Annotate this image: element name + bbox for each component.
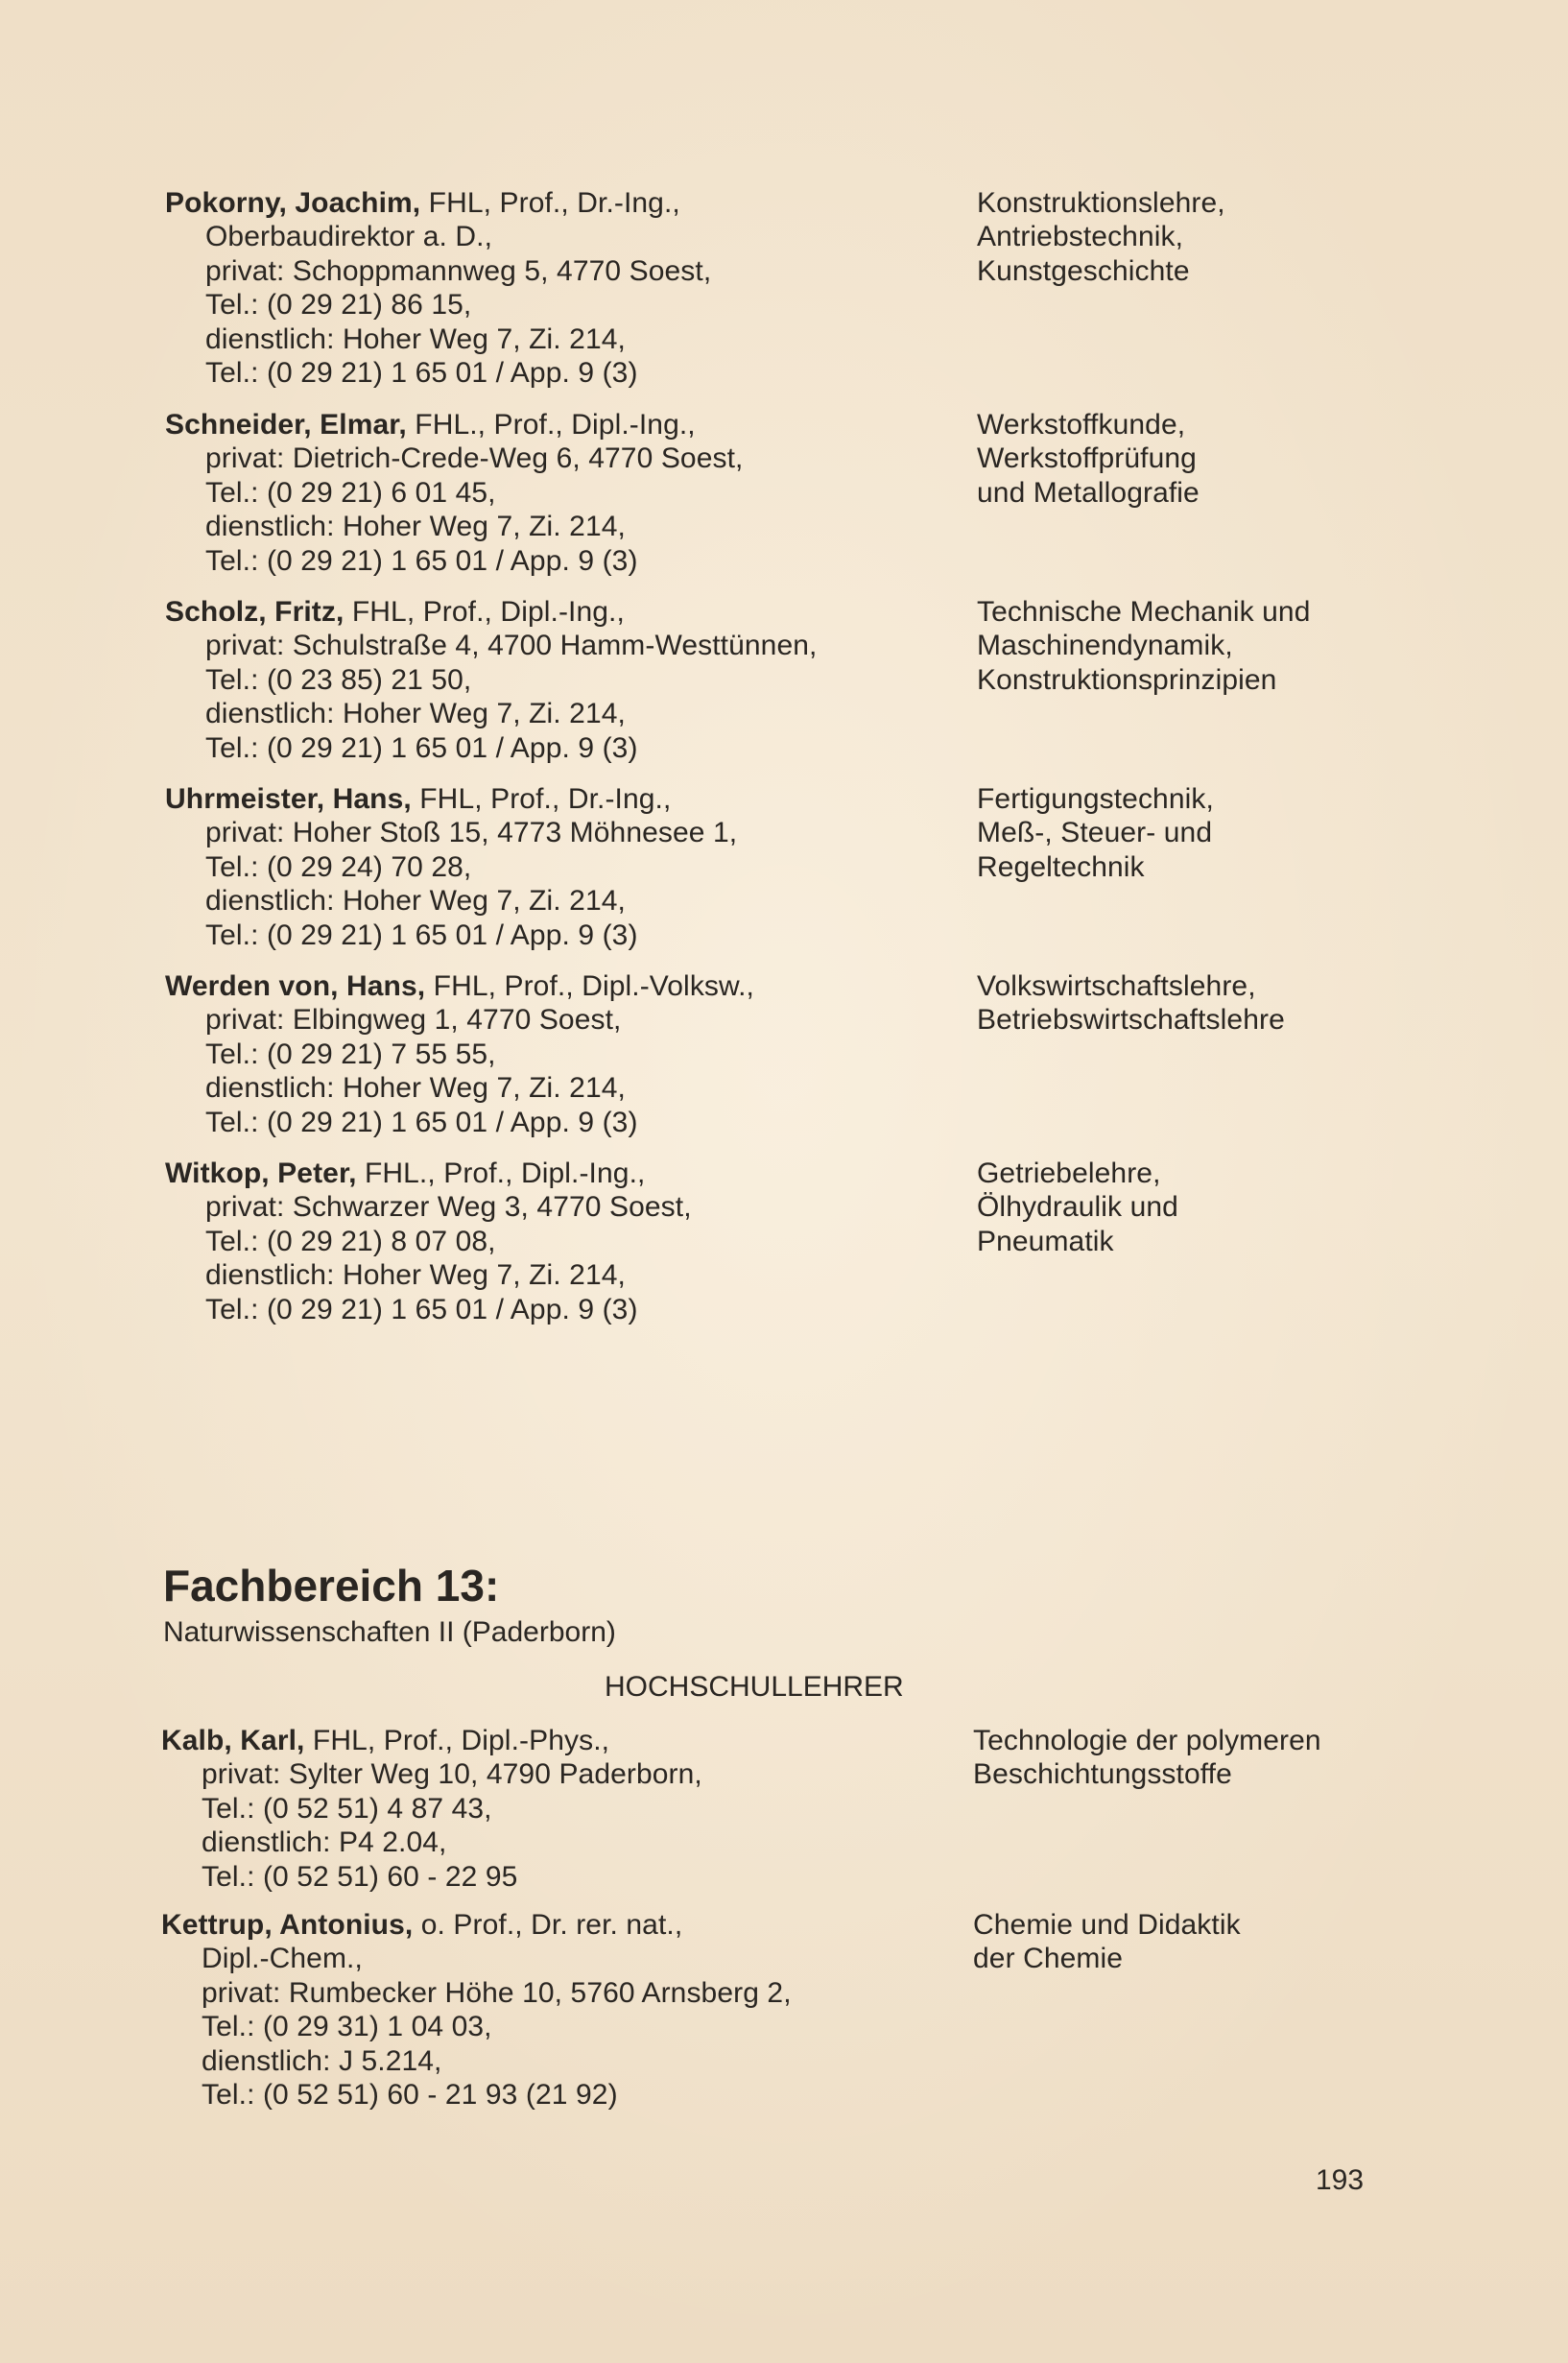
page-number: 193 [1316, 2164, 1365, 2196]
person-name: Kettrup, Antonius, [161, 1909, 414, 1941]
entry-line: dienstlich: Hoher Weg 7, Zi. 214, [205, 1259, 626, 1292]
subject-line: der Chemie [973, 1943, 1124, 1975]
entry-subjects [977, 969, 1495, 1038]
person-titles: FHL., Prof., Dipl.-Ing., [356, 1158, 646, 1189]
entry-line: Tel.: (0 29 24) 70 28, [205, 850, 472, 883]
entry-details [165, 969, 952, 1139]
person-titles: FHL., Prof., Dipl.-Ing., [406, 409, 696, 441]
entry-line: Tel.: (0 29 21) 7 55 55, [205, 1038, 496, 1070]
entry-subjects [977, 408, 1495, 510]
entry-details [165, 595, 952, 765]
subject-line: Chemie und Didaktik [973, 1909, 1241, 1941]
entry-first-line [165, 186, 952, 220]
entry-line: Tel.: (0 29 21) 1 65 01 / App. 9 (3) [205, 1106, 638, 1138]
entry-line: privat: Hoher Stoß 15, 4773 Möhnesee 1, [205, 817, 738, 849]
entry-line: dienstlich: P4 2.04, [202, 1826, 447, 1859]
entry-subjects [977, 1157, 1495, 1258]
entry-line: Tel.: (0 29 21) 86 15, [205, 289, 472, 322]
subject-line: Volkswirtschaftslehre, [977, 970, 1256, 1002]
subject-line: Konstruktionslehre, [977, 187, 1225, 219]
entry-line: dienstlich: Hoher Weg 7, Zi. 214, [205, 1072, 626, 1105]
entry-details [165, 1157, 952, 1326]
person-titles: FHL, Prof., Dipl.-Ing., [344, 596, 625, 628]
subject-line: Fertigungstechnik, [977, 783, 1214, 815]
person-name: Uhrmeister, Hans, [165, 783, 412, 815]
entry-subjects [977, 782, 1495, 884]
entry-line: dienstlich: J 5.214, [202, 2044, 442, 2077]
entry-details [161, 1908, 948, 2112]
entry-first-line [165, 1157, 952, 1190]
subject-line: Getriebelehre, [977, 1158, 1161, 1189]
person-name: Witkop, Peter, [165, 1158, 357, 1189]
person-name: Pokorny, Joachim, [165, 187, 421, 219]
person-titles: FHL, Prof., Dipl.-Volksw., [425, 970, 754, 1002]
subject-line: Kunstgeschichte [977, 254, 1190, 287]
entry-subjects [973, 1724, 1491, 1792]
entry-line: privat: Rumbecker Höhe 10, 5760 Arnsberg 2, [202, 1976, 792, 2009]
entry-line: Oberbaudirektor a. D., [205, 221, 493, 253]
entry-first-line [161, 1724, 948, 1757]
section-subtitle: Naturwissenschaften II (Paderborn) [163, 1616, 616, 1648]
subject-line: Ölhydraulik und [977, 1191, 1178, 1224]
subject-line: Antriebstechnik, [977, 221, 1184, 253]
entry-line: Tel.: (0 52 51) 4 87 43, [202, 1792, 492, 1825]
person-titles: o. Prof., Dr. rer. nat., [413, 1909, 683, 1941]
entry-details [165, 408, 952, 578]
subject-line: Werkstoffprüfung [977, 442, 1197, 475]
entry-line: Dipl.-Chem., [202, 1943, 363, 1975]
entry-line: Tel.: (0 52 51) 60 - 22 95 [202, 1860, 518, 1893]
entry-subjects [973, 1908, 1491, 1976]
person-name: Werden von, Hans, [165, 970, 426, 1002]
entry-line: Tel.: (0 29 31) 1 04 03, [202, 2011, 492, 2043]
entry-line: privat: Dietrich-Crede-Weg 6, 4770 Soest, [205, 442, 744, 475]
entry-details [165, 186, 952, 390]
entry-line: Tel.: (0 29 21) 1 65 01 / App. 9 (3) [205, 919, 638, 951]
entry-subjects [977, 595, 1495, 697]
subject-line: Technische Mechanik und [977, 596, 1311, 628]
entry-line: dienstlich: Hoher Weg 7, Zi. 214, [205, 698, 626, 730]
person-name: Kalb, Karl, [161, 1725, 305, 1756]
subject-line: Werkstoffkunde, [977, 409, 1186, 441]
person-titles: FHL, Prof., Dr.-Ing., [420, 187, 680, 219]
entry-first-line [165, 595, 952, 629]
subject-line: Pneumatik [977, 1225, 1114, 1257]
person-titles: FHL, Prof., Dr.-Ing., [411, 783, 672, 815]
subject-line: Beschichtungsstoffe [973, 1758, 1232, 1791]
person-name: Schneider, Elmar, [165, 409, 407, 441]
entry-first-line [165, 408, 952, 442]
entry-line: Tel.: (0 29 21) 1 65 01 / App. 9 (3) [205, 731, 638, 764]
subject-line: Betriebswirtschaftslehre [977, 1004, 1285, 1037]
person-name: Scholz, Fritz, [165, 596, 344, 628]
entry-line: privat: Schwarzer Weg 3, 4770 Soest, [205, 1191, 692, 1224]
entry-line: Tel.: (0 52 51) 60 - 21 93 (21 92) [202, 2079, 618, 2112]
entry-line: Tel.: (0 29 21) 6 01 45, [205, 476, 496, 509]
entry-line: privat: Elbingweg 1, 4770 Soest, [205, 1004, 622, 1037]
entry-line: Tel.: (0 29 21) 8 07 08, [205, 1225, 496, 1257]
entry-line: privat: Schoppmannweg 5, 4770 Soest, [205, 254, 712, 287]
subject-line: Maschinendynamik, [977, 630, 1233, 662]
entry-details [161, 1724, 948, 1894]
subject-line: Regeltechnik [977, 850, 1145, 883]
entry-line: Tel.: (0 29 21) 1 65 01 / App. 9 (3) [205, 544, 638, 577]
group-heading: HOCHSCHULLEHRER [605, 1671, 904, 1703]
entry-details [165, 782, 952, 952]
subject-line: Technologie der polymeren [973, 1725, 1321, 1756]
entry-first-line [165, 969, 952, 1003]
entry-line: dienstlich: Hoher Weg 7, Zi. 214, [205, 511, 626, 543]
section-title: Fachbereich 13: [163, 1561, 500, 1611]
entry-line: privat: Sylter Weg 10, 4790 Paderborn, [202, 1758, 702, 1791]
person-titles: FHL, Prof., Dipl.-Phys., [304, 1725, 610, 1756]
entry-first-line [161, 1908, 948, 1942]
entry-first-line [165, 782, 952, 816]
entry-subjects [977, 186, 1495, 288]
entry-line: Tel.: (0 23 85) 21 50, [205, 663, 472, 696]
entry-line: privat: Schulstraße 4, 4700 Hamm-Westtünnen, [205, 630, 818, 662]
entry-line: Tel.: (0 29 21) 1 65 01 / App. 9 (3) [205, 1293, 638, 1325]
entry-line: Tel.: (0 29 21) 1 65 01 / App. 9 (3) [205, 357, 638, 390]
subject-line: Meß-, Steuer- und [977, 817, 1213, 849]
entry-line: dienstlich: Hoher Weg 7, Zi. 214, [205, 885, 626, 918]
subject-line: Konstruktionsprinzipien [977, 663, 1277, 696]
subject-line: und Metallografie [977, 476, 1200, 509]
entry-line: dienstlich: Hoher Weg 7, Zi. 214, [205, 322, 626, 355]
